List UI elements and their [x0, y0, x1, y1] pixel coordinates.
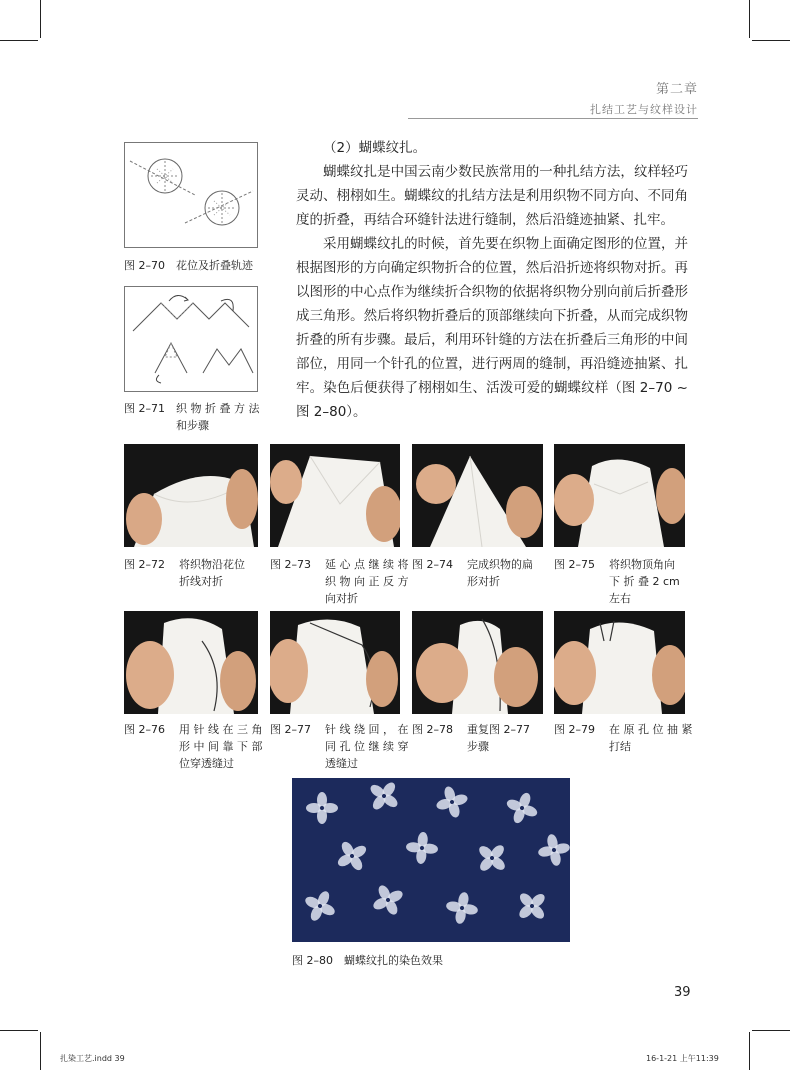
figure-caption-text: 左右 — [609, 592, 631, 605]
figure-2-71-diagram — [124, 286, 258, 392]
crop-mark — [749, 0, 750, 38]
footer-left: 扎染工艺.indd 39 — [60, 1054, 125, 1063]
figure-number: 图 2–76 — [124, 723, 165, 736]
butterfly-motif — [432, 782, 472, 822]
header-rule — [408, 118, 698, 119]
crop-mark — [752, 1030, 790, 1031]
figure-2-71-caption — [124, 400, 259, 434]
figure-caption-text: 形对折 — [467, 575, 500, 588]
figure-caption-text: 向对折 — [325, 592, 358, 605]
figure-caption-text: 形 中 间 靠 下 部 — [179, 740, 263, 753]
crop-mark — [40, 1032, 41, 1070]
figure-caption-text: 折线对折 — [179, 575, 223, 588]
crop-mark — [749, 1032, 750, 1070]
section-heading: （2）蝴蝶纹扎。 — [323, 140, 427, 156]
running-header — [590, 78, 698, 117]
figure-2-75-photo — [554, 444, 685, 547]
figure-number: 图 2–73 — [270, 558, 311, 571]
figure-number: 图 2–71 — [124, 402, 165, 415]
figure-number: 图 2–74 — [412, 558, 453, 571]
figure-2-73-photo — [270, 444, 400, 547]
figure-caption-text: 蝴蝶纹扎的染色效果 — [344, 954, 443, 967]
footer-right: 16-1-21 上午11:39 — [646, 1054, 719, 1063]
figure-caption-text: 下 折 叠 2 cm — [609, 575, 680, 588]
figure-2-70-diagram — [124, 142, 258, 248]
crop-mark — [40, 0, 41, 38]
figure-caption-text: 花位及折叠轨迹 — [176, 259, 253, 272]
figure-caption-text: 织 物 折 叠 方 法 — [176, 402, 260, 415]
butterfly-motif — [443, 889, 480, 926]
body-text — [296, 136, 688, 424]
figure-2-70-caption — [124, 257, 253, 274]
figure-2-79-photo — [554, 611, 685, 714]
figure-number: 图 2–72 — [124, 558, 165, 571]
figure-caption-text: 同 孔 位 继 续 穿 — [325, 740, 409, 753]
butterfly-motif — [366, 878, 409, 921]
figure-number: 图 2–77 — [270, 723, 311, 736]
figure-caption-text: 重复图 2–77 — [467, 723, 530, 736]
figure-number: 图 2–75 — [554, 558, 595, 571]
figure-caption-text: 和步骤 — [176, 419, 209, 432]
butterfly-motif — [299, 885, 342, 928]
figure-caption-text: 完成织物的扁 — [467, 558, 533, 571]
figure-2-80-caption — [292, 952, 443, 969]
crop-mark — [0, 1030, 38, 1031]
figure-number: 图 2–80 — [292, 954, 333, 967]
figure-caption-text: 打结 — [609, 740, 631, 753]
figure-2-72-photo — [124, 444, 258, 547]
figure-2-74-photo — [412, 444, 543, 547]
figure-2-78-photo — [412, 611, 543, 714]
crop-mark — [0, 40, 38, 41]
figure-caption-text: 针 线 绕 回 ， 在 — [325, 723, 409, 736]
figure-caption-text: 将织物沿花位 — [179, 558, 245, 571]
butterfly-motif — [535, 831, 570, 869]
butterfly-motif — [405, 831, 440, 866]
butterfly-motif — [501, 787, 542, 828]
chapter-subtitle: 扎结工艺与纹样设计 — [590, 103, 698, 116]
butterfly-motif — [306, 792, 338, 824]
figure-number: 图 2–78 — [412, 723, 453, 736]
figure-caption-text: 将织物顶角向 — [609, 558, 675, 571]
figure-caption-text: 织 物 向 正 反 方 — [325, 575, 409, 588]
butterfly-motif — [362, 778, 407, 818]
butterfly-motif — [469, 835, 514, 880]
figure-number: 图 2–79 — [554, 723, 595, 736]
chapter-title: 第二章 — [655, 82, 698, 97]
crop-mark — [752, 40, 790, 41]
butterfly-motif — [330, 834, 374, 878]
butterfly-motif — [509, 883, 554, 928]
figure-2-77-photo — [270, 611, 400, 714]
figure-caption-text: 用 针 线 在 三 角 — [179, 723, 263, 736]
paragraph: 蝴蝶纹扎是中国云南少数民族常用的一种扎结方法，纹样轻巧灵动、栩栩如生。蝴蝶纹的扎结方法是利用织物不同方向、不同角度的折叠，再结合环缝针法进行缝制，然后沿缝迹抽紧、扎牢。 — [296, 164, 688, 228]
figure-2-80-photo — [292, 778, 570, 942]
figure-number: 图 2–70 — [124, 259, 165, 272]
figure-caption-text: 位穿透缝过 — [179, 757, 234, 770]
figure-2-76-photo — [124, 611, 258, 714]
figure-caption-text: 延 心 点 继 续 将 — [325, 558, 409, 571]
figure-caption-text: 透缝过 — [325, 757, 358, 770]
paragraph: 采用蝴蝶纹扎的时候，首先要在织物上面确定图形的位置，并根据图形的方向确定织物折合的位置，然后沿折迹将织物对折。再以图形的中心点作为继续折合织物的依据将织物分别向前后折叠形成三角形。然后将织物折叠后的顶部继续向下折叠，从而完成织物折叠的所有步骤。最后，利用环针缝的方法在折叠后三角形的中间部位，用同一个针孔的位置，进行两周的缝制，再沿缝迹抽紧、扎牢。染色后便获得了栩栩如生、活泼可爱的蝴蝶纹样（图 2–70 ~ 图 2–80）。 — [296, 236, 688, 420]
page-number: 39 — [674, 985, 691, 1000]
figure-caption-text: 在 原 孔 位 抽 紧 — [609, 723, 693, 736]
figure-caption-text: 步骤 — [467, 740, 489, 753]
